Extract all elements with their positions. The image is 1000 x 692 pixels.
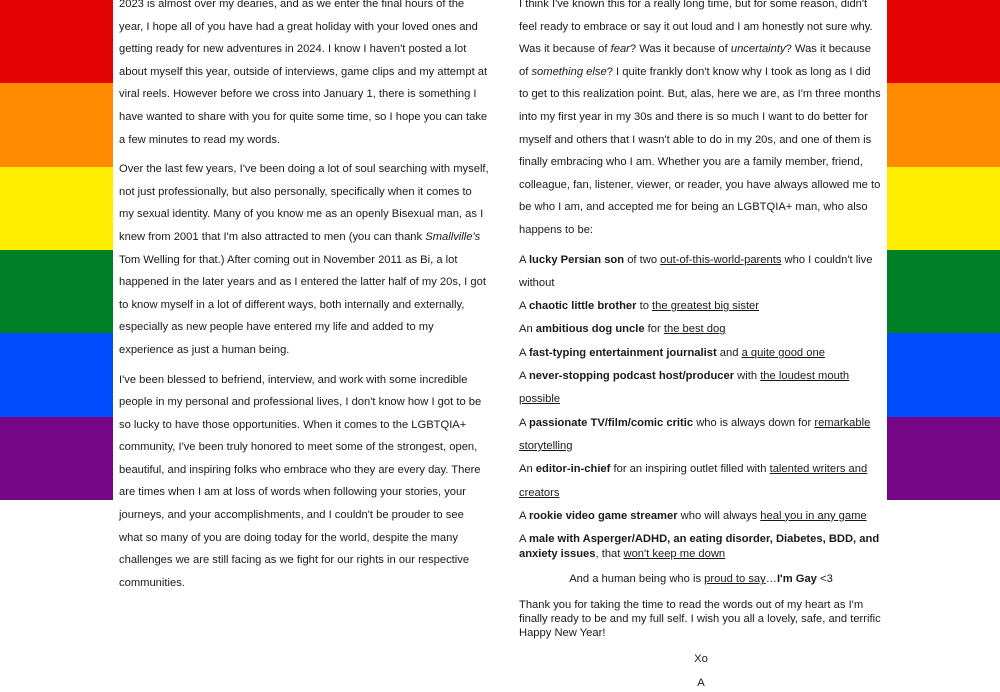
letter-page: [113, 0, 887, 690]
list-item: A lucky Persian son of two out-of-this-world-parents who I couldn't live without: [519, 253, 873, 289]
list-item: An ambitious dog uncle for the best dog: [519, 323, 726, 336]
left-column: [119, 0, 489, 601]
paragraph-thanks: Thank you for taking the time to read the words out of my heart as I'm finally ready to be and my full self. I wish you all a lovely, safe, and terrific Happy New Year!: [519, 599, 881, 640]
list-item: A never-stopping podcast host/producer with the loudest mouth possible: [519, 370, 850, 406]
link[interactable]: proud to say: [704, 573, 766, 586]
link[interactable]: out-of-this-world-parents: [660, 253, 782, 266]
link[interactable]: the loudest mouth possible: [519, 370, 850, 406]
list-item: A chaotic little brother to the greatest big sister: [519, 300, 760, 313]
link[interactable]: talented writers and creators: [519, 463, 868, 499]
link[interactable]: won't keep me down: [623, 548, 726, 561]
paragraph-identity: Over the last few years, I've been doing a lot of soul searching with myself, not just professionally, but also personally, specifically when it comes to my sexual identity. Many of you know me as an openly Bisexual man, as I knew from 2001 that I'm also attracted to men (you can thank Smallville's Tom Welling for that.) After coming out in November 2011 as Bi, a lot happened in the later years and as I entered the latter half of my 20s, I got to know myself in a lot of different ways, both internally and externally, especially as new people have entered my life and added to my experience as just a human being.: [119, 163, 489, 356]
paragraph-realization: I think I've known this for a really long time, but for some reason, didn't feel ready to embrace or say it out loud and I am honestly not sure why. Was it because of fear? Was it because of uncertainty? Was it because of something else? I quite frankly don't know why I took as long as I did to get to this realization point. But, alas, here we are, as I'm three months into my first year in my 30s and there is so much I want to do better for myself and others that I wasn't able to do in my 20s, and one of them is finally embracing who I am. Whether you are a family member, friend, colleague, fan, listener, viewer, or reader, you have always allowed me to be who I am, and accepted me for being an LGBTQIA+ man, who also happens to be:: [519, 0, 881, 236]
link[interactable]: heal you in any game: [760, 509, 867, 522]
list-item: A fast-typing entertainment journalist and a quite good one: [519, 346, 825, 359]
paragraph-community: I've been blessed to befriend, interview, and work with some incredible people in my personal and professional lives, I don't know how I got to be so lucky to have those opportunities. When it comes to the LGBTQIA+ community, I've been truly honored to meet some of the strongest, open, beautiful, and inspiring folks who embrace who they are every day. There are times when I am at loss of words when following your stories, your journeys, and your accomplishments, and I couldn't be prouder to see what so many of you are doing today for the world, despite the many challenges we are still facing as we fight for our rights in our respective communities.: [119, 373, 482, 589]
gay-announcement: And a human being who is proud to say…I'm Gay <3: [569, 573, 833, 586]
paragraph-intro: 2023 is almost over my dearies, and as we enter the final hours of the year, I hope all of you have had a great holiday with your loved ones and getting ready for new adventures in 2024. I know I haven't posted a lot about myself this year, outside of interviews, game clips and my attempt at viral reels. However before we cross into January 1, there is something I have wanted to share with you for quite some time, so I hope you can take a few minutes to read my words.: [119, 0, 488, 146]
link[interactable]: remarkable storytelling: [519, 416, 871, 452]
signature: A: [697, 677, 705, 690]
sign-off-xo: Xo: [694, 653, 708, 666]
link[interactable]: the greatest big sister: [652, 300, 760, 313]
list-item: A male with Asperger/ADHD, an eating disorder, Diabetes, BDD, and anxiety issues, that won't keep me down: [519, 533, 880, 561]
link[interactable]: a quite good one: [741, 346, 825, 359]
list-item: A rookie video game streamer who will always heal you in any game: [519, 509, 867, 522]
link[interactable]: the best dog: [663, 323, 726, 336]
list-item: A passionate TV/film/comic critic who is always down for remarkable storytelling: [519, 416, 871, 452]
list-item: An editor-in-chief for an inspiring outlet filled with talented writers and creators: [519, 463, 868, 499]
show-title: Smallville's: [425, 230, 481, 243]
right-column: [519, 0, 883, 692]
